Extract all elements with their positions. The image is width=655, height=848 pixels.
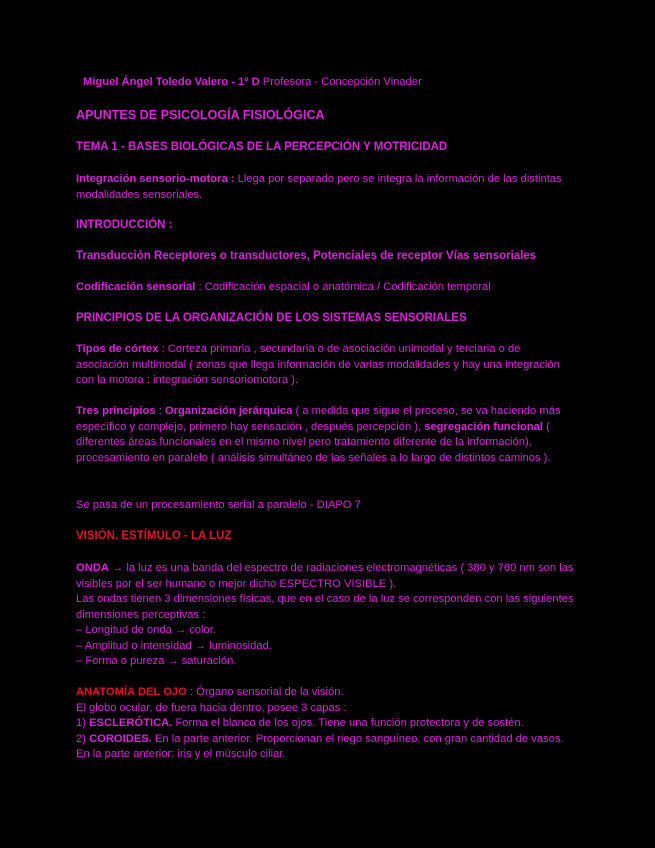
onda-paragraph [76, 561, 576, 670]
esclerotica-line [76, 716, 576, 732]
tres-sep: : [155, 405, 165, 417]
author-name: Miguel Ángel Toledo Valero - 1º D [83, 76, 260, 88]
tema1-heading: TEMA 1 - BASES BIOLÓGICAS DE LA PERCEPCIÓN Y MOTRICIDAD [76, 141, 448, 153]
integracion-label: Integración sensorio-motora : [76, 173, 235, 185]
onda-item: – Amplitud o intensidad → luminosidad. [76, 639, 272, 652]
onda-text: → la luz es una banda del espectro de radiaciones electromagnéticas ( 380 y 760 nm son las visibles por el ser humano o mejor dicho ESPECTRO VISIBLE ). [76, 562, 574, 590]
integracion-text: Llega por separado pero se integra la información de las distintas modalidades sensoriales. [76, 173, 562, 201]
transduccion-line: Transducción Receptores o transductores, Potenciales de receptor Vías sensoriales [76, 250, 537, 262]
seg-text: ( diferentes áreas funcionales en el mismo nivel pero tratamiento diferente de la información), procesamiento en paralelo ( análisis simultáneo de las señales a lo largo de distintos caminos ). [76, 420, 551, 464]
esclerotica-num: 1) [76, 717, 90, 729]
tipos-text: : Corteza primaria , secundaria o de asociación unimodal y terciaria o de asociación multimodal ( zonas que llega información de varias modalidades y hay una integración con la motora : integración sensoriomotora ). [76, 343, 560, 386]
onda-item: – Longitud de onda → color. [76, 624, 216, 636]
coroides-label: COROIDES. [89, 732, 152, 745]
coroides-num: 2) [76, 732, 90, 745]
coroides-text: En la parte anterior. Proporcionan el riego sanguíneo, con gran cantidad de vasos. En la parte anterior: iris y el músculo ciliar. [76, 732, 564, 760]
anatomia-line2: El globo ocular, de fuera hacia dentro, posee 3 capas : [76, 701, 347, 714]
onda-item: – Forma o pureza → saturación. [76, 655, 237, 667]
tipos-paragraph [76, 342, 576, 389]
introduccion-heading: INTRODUCCIÓN : [76, 219, 173, 231]
onda-line2: Las ondas tienen 3 dimensiones físicas, que en el caso de la luz se corresponden con las siguientes dimensiones perceptivas : [76, 593, 574, 621]
principios-heading: PRINCIPIOS DE LA ORGANIZACIÓN DE LOS SISTEMAS SENSORIALES [76, 312, 467, 324]
seg-label: segregación funcional [424, 420, 543, 433]
org-label: Organización jerárquica [164, 405, 293, 417]
esclerotica-text: Forma el blanco de los ojos. Tiene una función protectora y de sostén. [172, 717, 524, 729]
anatomia-line [76, 685, 576, 701]
anatomia-label: ANATOMÍA DEL OJO [76, 686, 187, 698]
codificacion-text: : Codificación espacial o anatómica / Codificación temporal [195, 281, 491, 293]
anatomia-paragraph [76, 685, 576, 763]
teacher-name: Profesora - Concepción Vinader [259, 76, 422, 88]
integracion-paragraph [76, 172, 576, 203]
author-line [83, 75, 583, 91]
org-text: ( a medida que sigue el proceso, se va haciendo más específico y complejo, primero hay sensación , después percepción ), [76, 405, 561, 433]
serial-line: Se pasa de un procesamiento serial a paralelo - DIAPO 7 [76, 499, 361, 511]
anatomia-text: : Órgano sensorial de la visión. [186, 686, 344, 698]
onda-line [76, 561, 576, 592]
vision-heading: VISIÓN. ESTÍMULO - LA LUZ [76, 530, 232, 542]
tipos-label: Tipos de córtex [76, 343, 159, 355]
document-title: APUNTES DE PSICOLOGÍA FISIOLÓGICA [76, 108, 325, 122]
onda-label: ONDA [76, 562, 109, 574]
codificacion-paragraph [76, 280, 576, 296]
coroides-line [76, 732, 576, 763]
tres-paragraph [76, 404, 576, 466]
tres-label: Tres principios [76, 405, 156, 417]
esclerotica-label: ESCLERÓTICA. [89, 717, 173, 729]
codificacion-label: Codificación sensorial [76, 281, 196, 293]
